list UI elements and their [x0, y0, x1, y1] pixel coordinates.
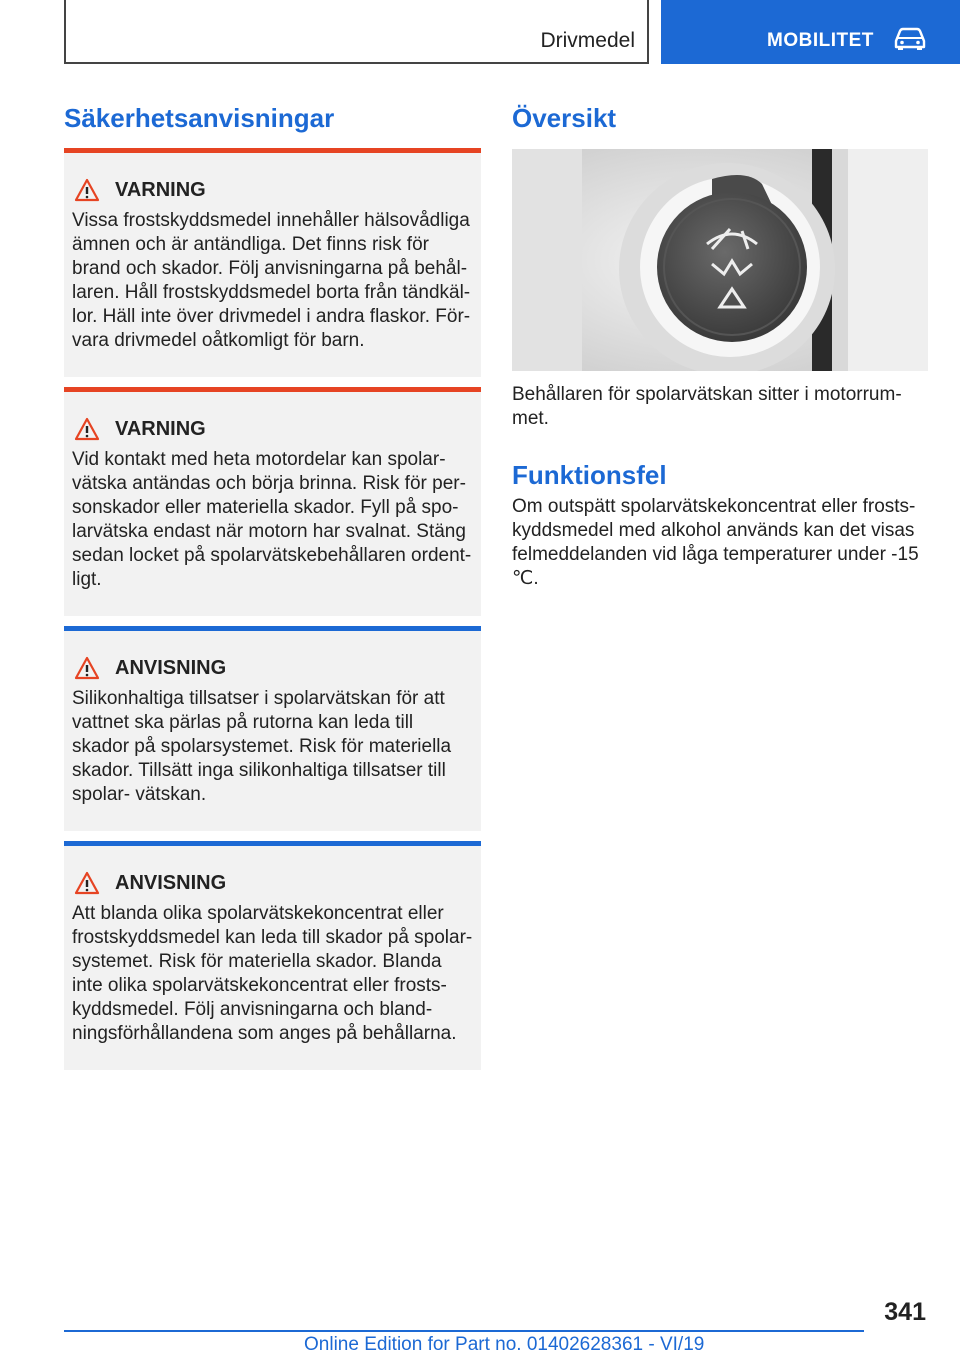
warning-triangle-icon — [74, 417, 100, 441]
overview-section-title: Översikt — [512, 103, 617, 133]
washer-reservoir-photo — [512, 149, 928, 371]
notice-text: Vissa frostskyddsmedel innehåller hälsovådliga ämnen och är antändliga. Det finns risk för brand och skador. Följ anvisningarna på behål- laren. Håll frostskyddsmedel borta från tändkäl- lor. Häll inte över drivmedel i andra flaskor. För- vara drivmedel oåtkomligt för barn. — [72, 210, 471, 351]
left-column — [64, 100, 481, 1070]
header-chapter-tab — [661, 0, 960, 64]
notice-title: ANVISNING — [115, 871, 227, 894]
footer-edition: Online Edition for Part no. 01402628361 - VI/19 — [304, 1334, 705, 1355]
header-chapter-label: MOBILITET — [767, 30, 874, 51]
header-section-tab — [64, 0, 649, 64]
notice-title: VARNING — [115, 178, 206, 201]
warning-triangle-icon — [74, 178, 100, 202]
notice-box-silicone — [64, 626, 481, 831]
notice-header — [72, 416, 473, 442]
notice-header — [72, 655, 473, 681]
warning-box-antifreeze — [64, 148, 481, 377]
car-icon — [893, 27, 927, 51]
malfunction-subtitle: Funktionsfel — [512, 460, 667, 490]
notice-header — [72, 177, 473, 203]
warning-triangle-icon — [74, 656, 100, 680]
notice-text: Vid kontakt med heta motordelar kan spolar- vätska antändas och börja brinna. Risk för per- sonskador eller materiella skador. Fyll på spo- larvätska endast när motorn har svalnat. Stäng sedan locket på spolarvätskebehållaren ordent- ligt. — [72, 449, 472, 590]
notice-header — [72, 870, 473, 896]
warning-box-hot-parts — [64, 387, 481, 616]
footer-divider — [64, 1330, 864, 1332]
notice-box-mixing — [64, 841, 481, 1070]
photo-caption: Behållaren för spolarvätskan sitter i motorrum- met. — [512, 384, 902, 429]
malfunction-text: Om outspätt spolarvätskekoncentrat eller frosts- kyddsmedel med alkohol används kan det visas felmeddelanden vid låga temperaturer under -15 ℃. — [512, 496, 919, 589]
page-number: 341 — [884, 1298, 926, 1326]
safety-section-title: Säkerhetsanvisningar — [64, 103, 335, 133]
right-column — [512, 100, 928, 591]
notice-title: VARNING — [115, 417, 206, 440]
notice-title: ANVISNING — [115, 656, 227, 679]
notice-text: Silikonhaltiga tillsatser i spolarvätskan för att vattnet ska pärlas på rutorna kan leda till skador på spolarsystemet. Risk för materiella skador. Tillsätt inga silikonhaltiga tillsatser till spolar- vätskan. — [72, 688, 452, 805]
header-section-label: Drivmedel — [540, 29, 635, 52]
warning-triangle-icon — [74, 871, 100, 895]
notice-text: Att blanda olika spolarvätskekoncentrat eller frostskyddsmedel kan leda till skador på spolar- systemet. Risk för materiella skador. Blanda inte olika spolarvätskekoncentrat eller frosts- kyddsmedel. Följ anvisningarna och bland- ningsförhållandena som anges på behållarna. — [72, 903, 473, 1044]
